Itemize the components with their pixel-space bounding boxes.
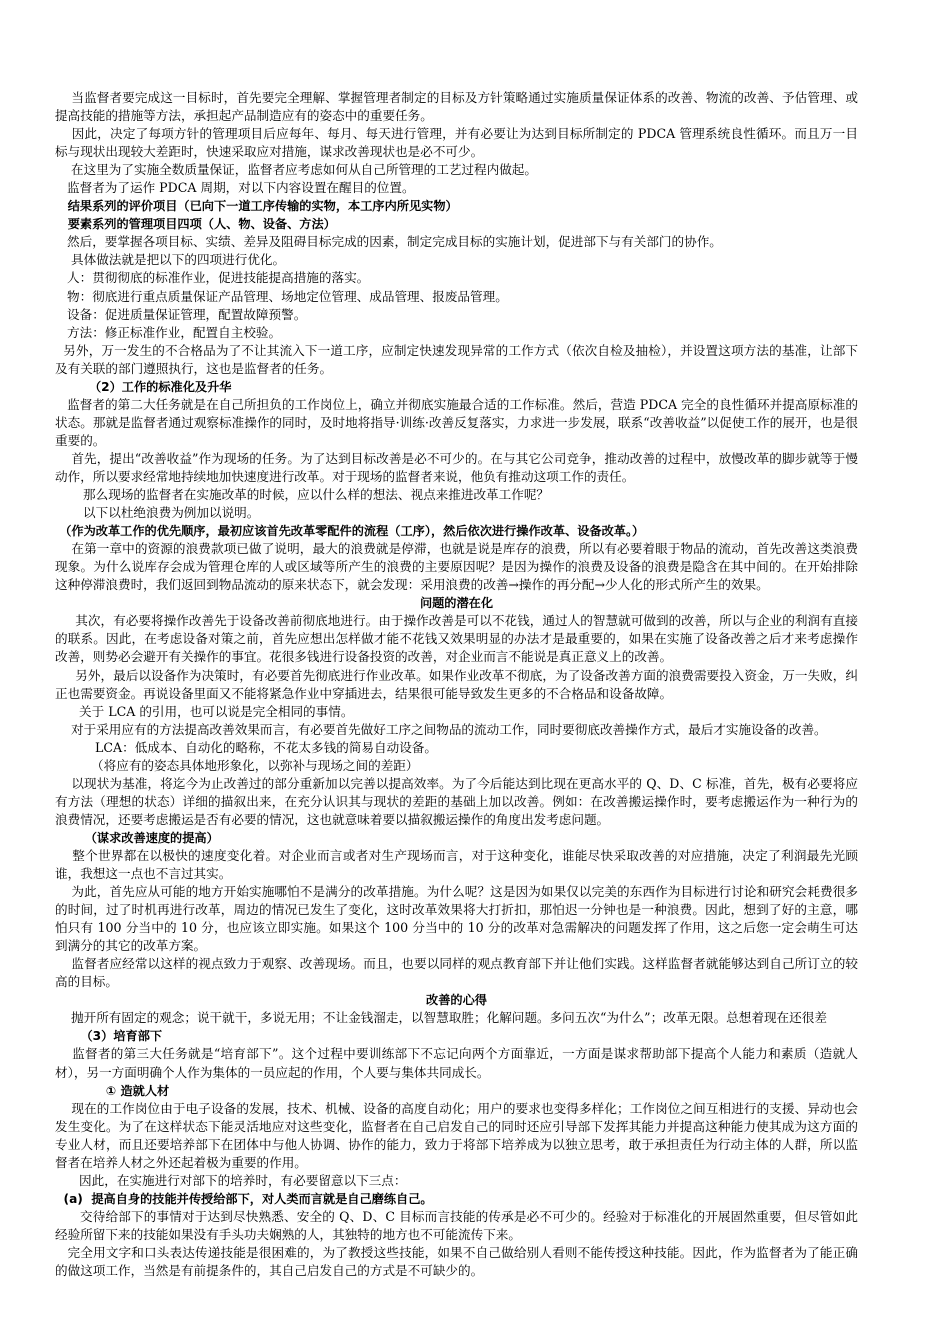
body-paragraph: 监督者的第三大任务就是“培育部下”。这个过程中要训练部下不忘记向两个方面靠近，一方面是谋求帮助部下提高个人能力和素质（造就人材），另一方面明确个人作为集体的一员应起的作用，个人要与集体共同成长。 xyxy=(55,1046,858,1080)
body-paragraph: 因此，在实施进行对部下的培养时，有必要留意以下三点： xyxy=(55,1172,407,1188)
body-paragraph: 为此，首先应从可能的地方开始实施哪怕不是满分的改革措施。为什么呢？这是因为如果仅以完美的东西作为目标进行讨论和研究会耗费很多的时间，过了时机再进行改革，周边的情况已发生了变化，这时改革效果将大打折扣，那怕迟一分钟也是一种浪费。因此，想到了好的主意，哪怕只有 100 分当中的 10 分，也应该立即实施。如果这个 100 分当中的 10 分的改革对急需解决的问题发挥了作用，这之后您一定会萌生可达到满分的其它的改革方案。 xyxy=(55,884,859,954)
section-heading: （作为改革工作的优先顺序，最初应该首先改革零配件的流程（工序），然后依次进行操作改革、设备改革。） xyxy=(55,524,645,539)
body-paragraph: （将应有的姿态具体地形象化，以弥补与现场之间的差距） xyxy=(55,757,419,773)
body-paragraph: 具体做法就是把以下的四项进行优化。 xyxy=(55,252,286,268)
body-paragraph: 人：贯彻彻底的标准作业，促进技能提高措施的落实。 xyxy=(55,270,370,286)
body-paragraph: 当监督者要完成这一目标时，首先要完全理解、掌握管理者制定的目标及方针策略通过实施质量保证体系的改善、物流的改善、予估管理、或提高技能的措施等方法，承担起产品制造应有的姿态中的重要任务。 xyxy=(55,90,859,124)
body-paragraph: 整个世界都在以极快的速度变化着。对企业而言或者对生产现场而言，对于这种变化，谁能尽快采取改善的对应措施，决定了利润最先光顾谁，我想这一点也不言过其实。 xyxy=(55,847,858,882)
body-paragraph: 首先，提出“改善收益”作为现场的任务。为了达到目标改善是必不可少的。在与其它公司竞争，推动改善的过程中，放慢改革的脚步就等于慢动作，所以要求经常地持续地加快速度进行改革。对于现场的监督者来说，他负有推动这项工作的责任。 xyxy=(55,450,858,484)
body-paragraph: 完全用文字和口头表达传递技能是很困难的，为了教授这些技能，如果不自己做给别人看则不能传授这种技能。因此，作为监督者为了能正确的做这项工作，当然是有前提条件的，其自己启发自己的方式是不可缺少的。 xyxy=(55,1245,859,1279)
body-paragraph: 监督者的第二大任务就是在自己所担负的工作岗位上，确立并彻底实施最合适的工作标准。然后，营造 PDCA 完全的良性循环并提高原标准的状态。那就是监督者通过观察标准操作的同时，及时地将指导·训练·改善反复落实，力求进一步发展，联系“改善收益”以促使工作的展开，也是很重要的。 xyxy=(55,396,858,448)
section-heading: （谋求改善速度的提高） xyxy=(55,830,219,845)
body-paragraph: 物：彻底进行重点质量保证产品管理、场地定位管理、成品管理、报废品管理。 xyxy=(55,288,508,304)
body-paragraph: 因此，决定了每项方针的管理项目后应每年、每月、每天进行管理，并有必要让为达到目标所制定的 PDCA 管理系统良性循环。而且万一目标与现状出现较大差距时，快速采取应对措施，谋求改善现状也是必不可少。 xyxy=(55,126,859,160)
body-paragraph: 另外，万一发生的不合格品为了不让其流入下一道工序，应制定快速发现异常的工作方式（依次自检及抽检），并设置这项方法的基准，让部下及有关联的部门遵照执行，这也是监督者的任务。 xyxy=(55,342,859,376)
body-paragraph: 另外，最后以设备作为决策时，有必要首先彻底进行作业改革。如果作业改革不彻底，为了设备改善方面的浪费需要投入资金，万一失败，纠正也需要资金。再说设备里面又不能将紧急作业中穿插进去，结果很可能导致发生更多的不合格品和设备故障。 xyxy=(55,667,858,701)
body-paragraph: 对于采用应有的方法提高改善效果而言，有必要首先做好工序之间物品的流动工作，同时要彻底改善操作方式，最后才实施设备的改善。 xyxy=(55,721,827,737)
section-heading: （3）培育部下 xyxy=(55,1029,163,1044)
section-heading: (a) 提高自身的技能并传授给部下，对人类而言就是自己磨练自己。 xyxy=(55,1191,433,1206)
body-paragraph: 交待给部下的事情对于达到尽快熟悉、安全的 Q、D、C 目标而言技能的传承是必不可少的。经验对于标准化的开展固然重要，但尽管如此经验所留下来的技能如果没有手头功夫娴熟的人，其独特的地方也不可能流传下来。 xyxy=(55,1208,858,1242)
body-paragraph: 其次，有必要将操作改善先于设备改善前彻底地进行。由于操作改善是可以不花钱，通过人的智慧就可做到的改善，所以与企业的利润有直接的联系。因此，在考虑设备对策之前，首先应想出怎样做才能不花钱又效果明显的办法才是最重要的，如果在实施了设备改善之后才来考虑操作改善，则势必会避开有关操作的事宜。花很多钱进行设备投资的改善，对企业而言不能说是真正意义上的改善。 xyxy=(55,613,858,665)
section-heading: 问题的潜在化 xyxy=(419,596,494,611)
section-heading: 结果系列的评价项目（已向下一道工序传输的实物，本工序内所见实物） xyxy=(55,199,458,214)
body-paragraph: 方法：修正标准作业，配置自主校验。 xyxy=(55,324,282,340)
body-paragraph: LCA：低成本、自动化的略称，不花太多钱的简易自动设备。 xyxy=(55,739,437,755)
body-paragraph: 那么现场的监督者在实施改革的时候，应以什么样的想法、视点来推进改革工作呢？ xyxy=(55,487,549,503)
body-paragraph: 关于 LCA 的引用，也可以说是完全相同的事情。 xyxy=(55,703,354,719)
section-heading: （2）工作的标准化及升华 xyxy=(55,379,232,394)
body-paragraph: 现在的工作岗位由于电子设备的发展，技术、机械、设备的高度自动化；用户的要求也变得多样化；工作岗位之间互相进行的支援、异动也会发生变化。为了在这样状态下能灵活地应对这些变化，监督者在自己启发自己的同时还应引导部下发挥其能力并提高这种能力使其成为这方面的专业人材，而且还要培养部下在团体中与他人协调、协作的能力，致力于将部下培养成为以独立思考，敢于承担责任为行动主体的人群，所以监督者在培养人材之外还起着极为重要的作用。 xyxy=(55,1100,859,1170)
body-paragraph: 监督者为了运作 PDCA 周期，对以下内容设置在醒目的位置。 xyxy=(55,180,415,196)
section-heading: 要素系列的管理项目四项（人、物、设备、方法） xyxy=(55,217,336,232)
body-paragraph: 以下以杜绝浪费为例加以说明。 xyxy=(55,505,260,521)
body-paragraph: 在这里为了实施全数质量保证，监督者应考虑如何从自己所管理的工艺过程内做起。 xyxy=(55,162,537,178)
body-paragraph: 抛开所有固定的观念；说干就干，多说无用；不让金钱溜走，以智慧取胜；化解问题。多问五次“为什么”；改革无限。总想着现在还很差 xyxy=(55,1010,827,1026)
document-body xyxy=(55,89,858,1280)
body-paragraph: 以现状为基准，将迄今为止改善过的部分重新加以完善以提高效率。为了今后能达到比现在更高水平的 Q、D、C 标准，首先，极有必要将应有方法（理想的状态）详细的描叙出来，在充分认识其与现状的差距的基础上加以改善。例如：在改善搬运操作时，要考虑搬运作为一种行为的浪费情况，还要考虑搬运是否有必要的情况，这也就意味着要以描叙搬运操作的角度出发考虑问题。 xyxy=(55,775,858,827)
section-heading: 改善的心得 xyxy=(426,993,487,1008)
section-heading: ① 造就人材 xyxy=(55,1083,170,1098)
body-paragraph: 监督者应经常以这样的视点致力于观察、改善现场。而且，也要以同样的观点教育部下并让他们实践。这样监督者就能够达到自己所订立的较高的目标。 xyxy=(55,956,859,990)
body-paragraph: 在第一章中的资源的浪费款项已做了说明，最大的浪费就是停滞，也就是说是库存的浪费，所以有必要着眼于物品的流动，首先改善这类浪费现象。为什么说库存会成为管理仓库的人或区域等所产生的浪费的主要原因呢？是因为操作的浪费及设备的浪费是隐含在其中间的。在开始排除这种停滞浪费时，我们返回到物品流动的原来状态下，就会发现：采用浪费的改善→操作的再分配→少人化的形式所产生的效果。 xyxy=(55,541,859,593)
body-paragraph: 然后，要掌握各项目标、实绩、差异及阻碍目标完成的因素，制定完成目标的实施计划，促进部下与有关部门的协作。 xyxy=(55,234,722,250)
body-paragraph: 设备：促进质量保证管理，配置故障预警。 xyxy=(55,306,307,322)
